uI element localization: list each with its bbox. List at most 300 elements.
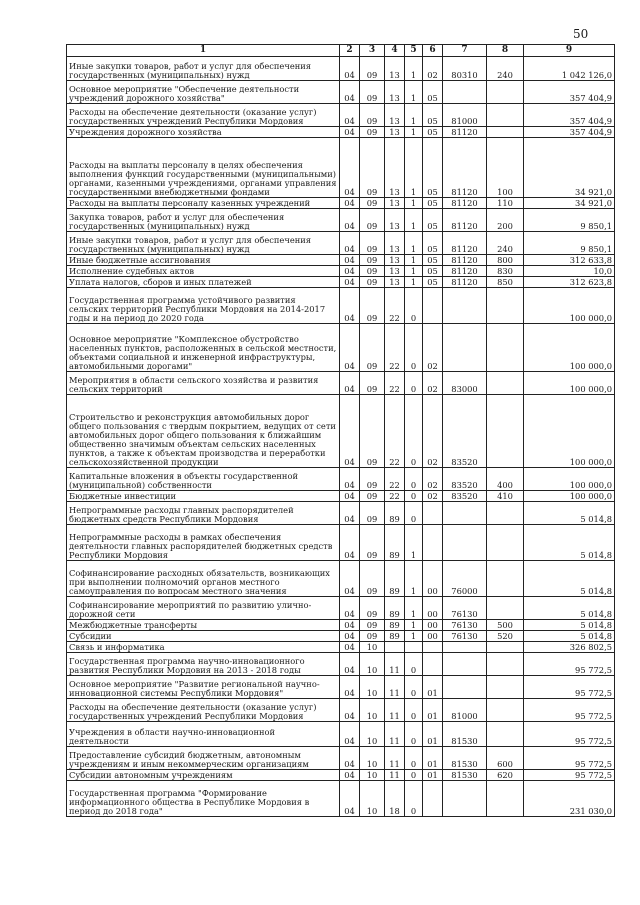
row-code-4: 89 bbox=[385, 620, 405, 631]
row-code-8 bbox=[487, 395, 524, 468]
row-code-7: 81120 bbox=[443, 198, 487, 209]
row-code-6: 02 bbox=[423, 468, 443, 491]
row-amount: 312 633,8 bbox=[524, 255, 615, 266]
row-code-4: 22 bbox=[385, 372, 405, 395]
row-code-5: 0 bbox=[405, 502, 423, 525]
row-amount: 5 014,8 bbox=[524, 620, 615, 631]
row-name: Государственная программа "Формирование информационного общества в Республике Мордовия в период до 2018 года" bbox=[67, 781, 340, 817]
row-code-2: 04 bbox=[340, 597, 360, 620]
row-code-7: 81120 bbox=[443, 277, 487, 288]
column-header: 1 bbox=[67, 45, 340, 57]
row-code-3: 09 bbox=[360, 277, 385, 288]
table-row bbox=[67, 288, 615, 324]
row-code-3: 09 bbox=[360, 266, 385, 277]
row-code-8 bbox=[487, 372, 524, 395]
table-row bbox=[67, 198, 615, 209]
row-code-7: 76130 bbox=[443, 597, 487, 620]
row-name: Непрограммные расходы в рамках обеспечения деятельности главных распорядителей бюджетных средств Республики Мордовия bbox=[67, 525, 340, 561]
row-code-4: 18 bbox=[385, 781, 405, 817]
row-code-5: 0 bbox=[405, 468, 423, 491]
column-header: 5 bbox=[405, 45, 423, 57]
row-code-2: 04 bbox=[340, 104, 360, 127]
row-code-4: 13 bbox=[385, 255, 405, 266]
row-code-6: 02 bbox=[423, 395, 443, 468]
row-code-7: 81120 bbox=[443, 232, 487, 255]
row-code-7: 81120 bbox=[443, 127, 487, 138]
table-row bbox=[67, 127, 615, 138]
row-amount: 9 850,1 bbox=[524, 232, 615, 255]
row-amount: 357 404,9 bbox=[524, 81, 615, 104]
row-code-8 bbox=[487, 127, 524, 138]
row-code-8 bbox=[487, 561, 524, 597]
row-code-8 bbox=[487, 324, 524, 372]
row-code-2: 04 bbox=[340, 468, 360, 491]
table-row bbox=[67, 561, 615, 597]
row-code-7: 81000 bbox=[443, 699, 487, 722]
row-code-3: 10 bbox=[360, 722, 385, 747]
table-row bbox=[67, 642, 615, 653]
table-row bbox=[67, 770, 615, 781]
row-code-5: 1 bbox=[405, 631, 423, 642]
row-amount: 10,0 bbox=[524, 266, 615, 277]
row-code-7 bbox=[443, 525, 487, 561]
row-code-4: 11 bbox=[385, 653, 405, 676]
row-name: Основное мероприятие "Обеспечение деятельности учреждений дорожного хозяйства" bbox=[67, 81, 340, 104]
row-code-8: 110 bbox=[487, 198, 524, 209]
row-code-5: 1 bbox=[405, 104, 423, 127]
row-amount: 100 000,0 bbox=[524, 395, 615, 468]
row-code-3: 10 bbox=[360, 642, 385, 653]
row-amount: 95 772,5 bbox=[524, 653, 615, 676]
row-code-7: 81120 bbox=[443, 209, 487, 232]
row-code-6 bbox=[423, 288, 443, 324]
row-name: Расходы на обеспечение деятельности (оказание услуг) государственных учреждений Республики Мордовия bbox=[67, 699, 340, 722]
row-amount: 357 404,9 bbox=[524, 104, 615, 127]
row-code-6: 02 bbox=[423, 372, 443, 395]
row-code-5: 1 bbox=[405, 255, 423, 266]
row-name: Закупка товаров, работ и услуг для обеспечения государственных (муниципальных) нужд bbox=[67, 209, 340, 232]
row-code-7 bbox=[443, 653, 487, 676]
row-code-8 bbox=[487, 502, 524, 525]
row-code-5: 1 bbox=[405, 620, 423, 631]
row-code-4: 11 bbox=[385, 722, 405, 747]
row-amount: 100 000,0 bbox=[524, 288, 615, 324]
row-amount: 9 850,1 bbox=[524, 209, 615, 232]
row-code-7: 83520 bbox=[443, 395, 487, 468]
row-code-4: 11 bbox=[385, 699, 405, 722]
row-code-2: 04 bbox=[340, 561, 360, 597]
row-code-4: 89 bbox=[385, 561, 405, 597]
row-name: Софинансирование мероприятий по развитию улично-дорожной сети bbox=[67, 597, 340, 620]
row-code-3: 09 bbox=[360, 324, 385, 372]
row-code-3: 09 bbox=[360, 138, 385, 198]
row-code-3: 09 bbox=[360, 620, 385, 631]
row-code-2: 04 bbox=[340, 127, 360, 138]
row-code-2: 04 bbox=[340, 57, 360, 81]
row-code-4: 13 bbox=[385, 198, 405, 209]
row-name: Основное мероприятие "Развитие региональной научно-инновационной системы Республики Мордовия" bbox=[67, 676, 340, 699]
row-code-4: 13 bbox=[385, 57, 405, 81]
table-row bbox=[67, 525, 615, 561]
row-code-3: 09 bbox=[360, 395, 385, 468]
row-code-2: 04 bbox=[340, 198, 360, 209]
row-code-3: 10 bbox=[360, 747, 385, 770]
table-row bbox=[67, 57, 615, 81]
table-row bbox=[67, 631, 615, 642]
row-code-6: 05 bbox=[423, 209, 443, 232]
row-code-8: 400 bbox=[487, 468, 524, 491]
row-code-7: 76000 bbox=[443, 561, 487, 597]
row-code-3: 09 bbox=[360, 525, 385, 561]
row-code-8 bbox=[487, 781, 524, 817]
row-code-2: 04 bbox=[340, 491, 360, 502]
table-row bbox=[67, 395, 615, 468]
column-header: 7 bbox=[443, 45, 487, 57]
row-code-5: 0 bbox=[405, 395, 423, 468]
row-code-4: 13 bbox=[385, 266, 405, 277]
row-code-2: 04 bbox=[340, 502, 360, 525]
row-amount: 326 802,5 bbox=[524, 642, 615, 653]
table-row bbox=[67, 502, 615, 525]
column-header: 4 bbox=[385, 45, 405, 57]
row-code-4: 13 bbox=[385, 138, 405, 198]
row-code-6: 01 bbox=[423, 722, 443, 747]
row-code-5: 0 bbox=[405, 324, 423, 372]
header-row bbox=[67, 45, 615, 57]
row-code-6 bbox=[423, 781, 443, 817]
row-code-2: 04 bbox=[340, 699, 360, 722]
row-amount: 95 772,5 bbox=[524, 676, 615, 699]
row-code-4: 13 bbox=[385, 232, 405, 255]
row-code-8: 600 bbox=[487, 747, 524, 770]
row-code-5: 0 bbox=[405, 288, 423, 324]
row-code-6: 01 bbox=[423, 676, 443, 699]
row-code-7: 76130 bbox=[443, 631, 487, 642]
page-number: 50 bbox=[573, 27, 589, 41]
row-name: Государственная программа научно-инновационного развития Республики Мордовия на 2013 - 2018 годы bbox=[67, 653, 340, 676]
row-code-7 bbox=[443, 288, 487, 324]
row-code-2: 04 bbox=[340, 372, 360, 395]
row-code-7: 81530 bbox=[443, 770, 487, 781]
row-amount: 95 772,5 bbox=[524, 722, 615, 747]
row-code-5: 1 bbox=[405, 57, 423, 81]
table-row bbox=[67, 653, 615, 676]
row-code-8: 800 bbox=[487, 255, 524, 266]
row-code-4: 11 bbox=[385, 770, 405, 781]
row-code-8: 100 bbox=[487, 138, 524, 198]
row-amount: 100 000,0 bbox=[524, 491, 615, 502]
row-code-2: 04 bbox=[340, 266, 360, 277]
row-code-2: 04 bbox=[340, 138, 360, 198]
row-name: Межбюджетные трансферты bbox=[67, 620, 340, 631]
table-row bbox=[67, 255, 615, 266]
row-code-6: 02 bbox=[423, 491, 443, 502]
row-code-5: 1 bbox=[405, 525, 423, 561]
row-code-7: 81530 bbox=[443, 722, 487, 747]
column-header: 8 bbox=[487, 45, 524, 57]
row-code-6: 01 bbox=[423, 770, 443, 781]
row-code-2: 04 bbox=[340, 255, 360, 266]
row-code-7 bbox=[443, 642, 487, 653]
row-code-4: 89 bbox=[385, 631, 405, 642]
row-code-5: 1 bbox=[405, 127, 423, 138]
table-row bbox=[67, 81, 615, 104]
row-code-3: 09 bbox=[360, 255, 385, 266]
row-code-6 bbox=[423, 502, 443, 525]
row-amount: 100 000,0 bbox=[524, 468, 615, 491]
row-code-5: 0 bbox=[405, 372, 423, 395]
row-name: Иные закупки товаров, работ и услуг для обеспечения государственных (муниципальных) нужд bbox=[67, 57, 340, 81]
row-code-5: 1 bbox=[405, 209, 423, 232]
row-code-8: 410 bbox=[487, 491, 524, 502]
table-row bbox=[67, 676, 615, 699]
row-code-5: 0 bbox=[405, 770, 423, 781]
row-code-2: 04 bbox=[340, 653, 360, 676]
row-code-8: 500 bbox=[487, 620, 524, 631]
row-code-7: 76130 bbox=[443, 620, 487, 631]
row-code-6: 05 bbox=[423, 198, 443, 209]
row-code-4: 13 bbox=[385, 104, 405, 127]
row-code-3: 09 bbox=[360, 631, 385, 642]
row-code-2: 04 bbox=[340, 277, 360, 288]
row-code-2: 04 bbox=[340, 81, 360, 104]
table-row bbox=[67, 722, 615, 747]
row-code-5: 0 bbox=[405, 491, 423, 502]
row-code-4: 13 bbox=[385, 127, 405, 138]
row-code-2: 04 bbox=[340, 642, 360, 653]
row-code-5 bbox=[405, 642, 423, 653]
row-code-3: 09 bbox=[360, 561, 385, 597]
row-code-3: 10 bbox=[360, 770, 385, 781]
table-row bbox=[67, 372, 615, 395]
row-amount: 5 014,8 bbox=[524, 631, 615, 642]
row-code-6: 01 bbox=[423, 747, 443, 770]
row-name: Мероприятия в области сельского хозяйства и развития сельских территорий bbox=[67, 372, 340, 395]
row-code-3: 09 bbox=[360, 127, 385, 138]
row-code-2: 04 bbox=[340, 770, 360, 781]
row-name: Расходы на выплаты персоналу в целях обеспечения выполнения функций государственными (муниципальными) органами, казенными учреждениями, органами управления государственными внебюджетными фондами bbox=[67, 138, 340, 198]
row-code-7: 81000 bbox=[443, 104, 487, 127]
column-header: 2 bbox=[340, 45, 360, 57]
row-code-6: 05 bbox=[423, 127, 443, 138]
row-code-8 bbox=[487, 699, 524, 722]
row-code-6 bbox=[423, 525, 443, 561]
row-amount: 95 772,5 bbox=[524, 747, 615, 770]
row-code-4: 13 bbox=[385, 277, 405, 288]
row-code-8: 520 bbox=[487, 631, 524, 642]
row-name: Строительство и реконструкция автомобильных дорог общего пользования с твердым покрытием, ведущих от сети автомобильных дорог общего пользования к ближайшим общественно значимым объектам сельских населенных пунктов, а также к объектам производства и переработки сельскохозяйственной продукции bbox=[67, 395, 340, 468]
row-code-5: 1 bbox=[405, 198, 423, 209]
row-code-6: 05 bbox=[423, 266, 443, 277]
row-code-3: 09 bbox=[360, 198, 385, 209]
column-header: 6 bbox=[423, 45, 443, 57]
row-code-8: 850 bbox=[487, 277, 524, 288]
row-amount: 100 000,0 bbox=[524, 324, 615, 372]
row-code-5: 0 bbox=[405, 747, 423, 770]
table-row bbox=[67, 209, 615, 232]
row-code-4: 11 bbox=[385, 676, 405, 699]
row-code-2: 04 bbox=[340, 288, 360, 324]
row-code-2: 04 bbox=[340, 631, 360, 642]
row-code-6: 00 bbox=[423, 631, 443, 642]
row-code-2: 04 bbox=[340, 781, 360, 817]
table-row bbox=[67, 620, 615, 631]
row-code-4: 22 bbox=[385, 395, 405, 468]
row-code-3: 09 bbox=[360, 104, 385, 127]
row-code-5: 0 bbox=[405, 722, 423, 747]
row-amount: 5 014,8 bbox=[524, 525, 615, 561]
column-header: 3 bbox=[360, 45, 385, 57]
table-row bbox=[67, 747, 615, 770]
table-row bbox=[67, 277, 615, 288]
row-name: Субсидии bbox=[67, 631, 340, 642]
row-name: Расходы на обеспечение деятельности (оказание услуг) государственных учреждений Республики Мордовия bbox=[67, 104, 340, 127]
row-code-7 bbox=[443, 676, 487, 699]
row-code-6: 05 bbox=[423, 138, 443, 198]
table-row bbox=[67, 597, 615, 620]
row-amount: 5 014,8 bbox=[524, 561, 615, 597]
row-name: Иные закупки товаров, работ и услуг для обеспечения государственных (муниципальных) нужд bbox=[67, 232, 340, 255]
row-code-4: 89 bbox=[385, 525, 405, 561]
row-code-7 bbox=[443, 81, 487, 104]
row-name: Субсидии автономным учреждениям bbox=[67, 770, 340, 781]
row-code-3: 09 bbox=[360, 81, 385, 104]
row-code-8 bbox=[487, 722, 524, 747]
row-name: Уплата налогов, сборов и иных платежей bbox=[67, 277, 340, 288]
row-code-6: 05 bbox=[423, 232, 443, 255]
row-code-5: 0 bbox=[405, 699, 423, 722]
row-code-2: 04 bbox=[340, 525, 360, 561]
table-row bbox=[67, 699, 615, 722]
row-amount: 34 921,0 bbox=[524, 138, 615, 198]
row-code-8 bbox=[487, 642, 524, 653]
row-code-6 bbox=[423, 653, 443, 676]
row-code-7: 83520 bbox=[443, 468, 487, 491]
row-code-7: 81120 bbox=[443, 266, 487, 277]
row-amount: 312 623,8 bbox=[524, 277, 615, 288]
row-code-4: 11 bbox=[385, 747, 405, 770]
row-name: Иные бюджетные ассигнования bbox=[67, 255, 340, 266]
row-code-8 bbox=[487, 525, 524, 561]
row-code-6: 05 bbox=[423, 104, 443, 127]
table-row bbox=[67, 468, 615, 491]
row-code-5: 0 bbox=[405, 781, 423, 817]
row-code-6: 00 bbox=[423, 597, 443, 620]
row-code-2: 04 bbox=[340, 209, 360, 232]
row-amount: 95 772,5 bbox=[524, 770, 615, 781]
table-row bbox=[67, 104, 615, 127]
row-name: Расходы на выплаты персоналу казенных учреждений bbox=[67, 198, 340, 209]
row-code-2: 04 bbox=[340, 676, 360, 699]
row-code-6: 02 bbox=[423, 57, 443, 81]
row-code-7 bbox=[443, 781, 487, 817]
row-code-8 bbox=[487, 288, 524, 324]
row-code-3: 09 bbox=[360, 288, 385, 324]
table-row bbox=[67, 232, 615, 255]
row-code-8 bbox=[487, 653, 524, 676]
row-code-6: 02 bbox=[423, 324, 443, 372]
row-code-6 bbox=[423, 642, 443, 653]
row-code-3: 10 bbox=[360, 676, 385, 699]
row-code-3: 10 bbox=[360, 699, 385, 722]
row-amount: 357 404,9 bbox=[524, 127, 615, 138]
row-code-3: 09 bbox=[360, 502, 385, 525]
row-name: Исполнение судебных актов bbox=[67, 266, 340, 277]
budget-table bbox=[66, 44, 615, 817]
row-name: Капитальные вложения в объекты государственной (муниципальной) собственности bbox=[67, 468, 340, 491]
row-code-5: 1 bbox=[405, 232, 423, 255]
row-code-6: 01 bbox=[423, 699, 443, 722]
table-row bbox=[67, 324, 615, 372]
row-code-2: 04 bbox=[340, 620, 360, 631]
row-name: Предоставление субсидий бюджетным, автономным учреждениям и иным некоммерческим организациям bbox=[67, 747, 340, 770]
row-code-3: 09 bbox=[360, 468, 385, 491]
row-code-5: 1 bbox=[405, 561, 423, 597]
row-code-4: 13 bbox=[385, 209, 405, 232]
row-code-3: 09 bbox=[360, 491, 385, 502]
row-code-6: 00 bbox=[423, 620, 443, 631]
row-code-6: 00 bbox=[423, 561, 443, 597]
row-code-8: 240 bbox=[487, 57, 524, 81]
row-code-7: 81120 bbox=[443, 255, 487, 266]
row-code-3: 09 bbox=[360, 232, 385, 255]
row-code-8: 200 bbox=[487, 209, 524, 232]
row-code-6: 05 bbox=[423, 81, 443, 104]
row-code-7: 81530 bbox=[443, 747, 487, 770]
row-code-7: 80310 bbox=[443, 57, 487, 81]
row-code-3: 09 bbox=[360, 57, 385, 81]
row-name: Учреждения дорожного хозяйства bbox=[67, 127, 340, 138]
column-header: 9 bbox=[524, 45, 615, 57]
row-code-5: 1 bbox=[405, 277, 423, 288]
row-code-5: 1 bbox=[405, 266, 423, 277]
row-amount: 231 030,0 bbox=[524, 781, 615, 817]
row-code-2: 04 bbox=[340, 232, 360, 255]
row-code-7: 81120 bbox=[443, 138, 487, 198]
row-code-2: 04 bbox=[340, 324, 360, 372]
row-code-7: 83000 bbox=[443, 372, 487, 395]
row-code-7 bbox=[443, 502, 487, 525]
row-code-8: 830 bbox=[487, 266, 524, 277]
row-code-2: 04 bbox=[340, 722, 360, 747]
row-code-5: 1 bbox=[405, 138, 423, 198]
row-code-4: 22 bbox=[385, 288, 405, 324]
row-code-8 bbox=[487, 597, 524, 620]
table-row bbox=[67, 266, 615, 277]
row-code-3: 09 bbox=[360, 372, 385, 395]
row-code-4: 13 bbox=[385, 81, 405, 104]
row-name: Непрограммные расходы главных распорядителей бюджетных средств Республики Мордовия bbox=[67, 502, 340, 525]
row-code-5: 1 bbox=[405, 597, 423, 620]
row-code-8 bbox=[487, 81, 524, 104]
row-name: Основное мероприятие "Комплексное обустройство населенных пунктов, расположенных в сельской местности, объектами социальной и инженерной инфраструктуры, автомобильными дорогами" bbox=[67, 324, 340, 372]
row-name: Бюджетные инвестиции bbox=[67, 491, 340, 502]
row-code-4: 89 bbox=[385, 502, 405, 525]
table-body bbox=[67, 57, 615, 817]
row-code-7 bbox=[443, 324, 487, 372]
row-code-4: 22 bbox=[385, 324, 405, 372]
row-amount: 5 014,8 bbox=[524, 597, 615, 620]
row-code-5: 0 bbox=[405, 653, 423, 676]
row-code-8 bbox=[487, 104, 524, 127]
row-name: Учреждения в области научно-инновационной деятельности bbox=[67, 722, 340, 747]
table-row bbox=[67, 138, 615, 198]
row-code-2: 04 bbox=[340, 747, 360, 770]
row-code-3: 10 bbox=[360, 781, 385, 817]
row-code-7: 83520 bbox=[443, 491, 487, 502]
table-row bbox=[67, 491, 615, 502]
row-code-6: 05 bbox=[423, 255, 443, 266]
